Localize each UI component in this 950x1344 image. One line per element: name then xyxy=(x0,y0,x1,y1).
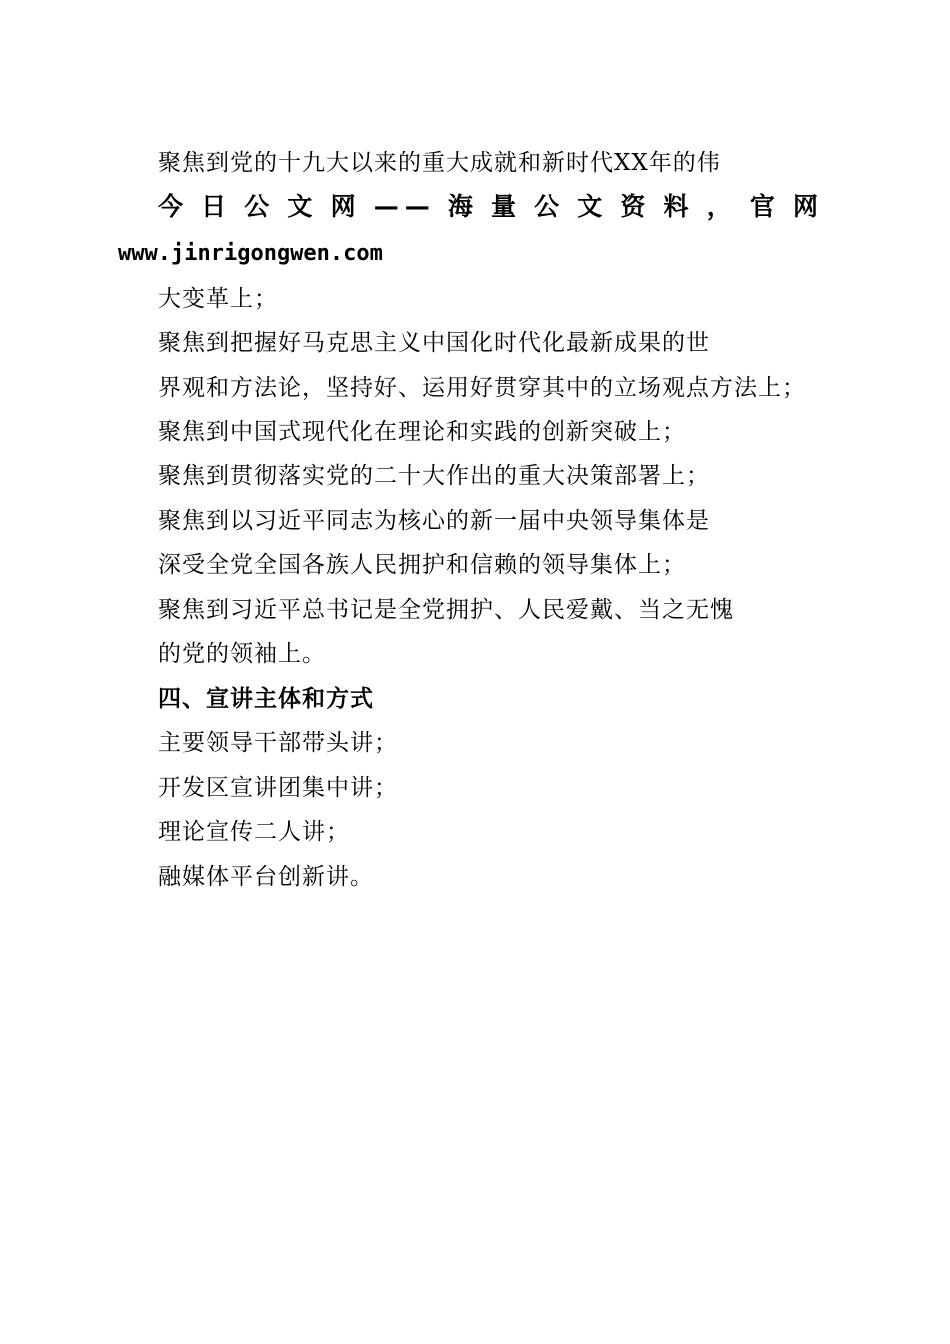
watermark-banner-title: 今日公文网——海量公文资料，官网 xyxy=(158,192,824,221)
body-text-line: 聚焦到中国式现代化在理论和实践的创新突破上； xyxy=(158,419,686,445)
body-text-line: 聚焦到把握好马克思主义中国化时代化最新成果的世 xyxy=(158,330,710,356)
watermark-banner-url: www.jinrigongwen.com xyxy=(118,241,383,266)
body-text-line: 大变革上； xyxy=(158,286,278,312)
section-list-item: 理论宣传二人讲； xyxy=(158,819,350,845)
body-text-line: 的党的领袖上。 xyxy=(158,641,326,667)
body-text-line: 聚焦到以习近平同志为核心的新一届中央领导集体是 xyxy=(158,508,710,534)
body-text-line: 界观和方法论，坚持好、运用好贯穿其中的立场观点方法上； xyxy=(158,375,806,401)
section-list-item: 开发区宣讲团集中讲； xyxy=(158,775,398,801)
body-text-line: 聚焦到习近平总书记是全党拥护、人民爱戴、当之无愧 xyxy=(158,597,734,623)
section-list-item: 融媒体平台创新讲。 xyxy=(158,864,374,890)
body-text-line: 深受全党全国各族人民拥护和信赖的领导集体上； xyxy=(158,552,686,578)
section-list-item: 主要领导干部带头讲； xyxy=(158,730,398,756)
section-heading: 四、宣讲主体和方式 xyxy=(158,686,374,712)
body-text-line: 聚焦到贯彻落实党的二十大作出的重大决策部署上； xyxy=(158,463,710,489)
body-text-line: 聚焦到党的十九大以来的重大成就和新时代XX年的伟 xyxy=(158,150,721,176)
